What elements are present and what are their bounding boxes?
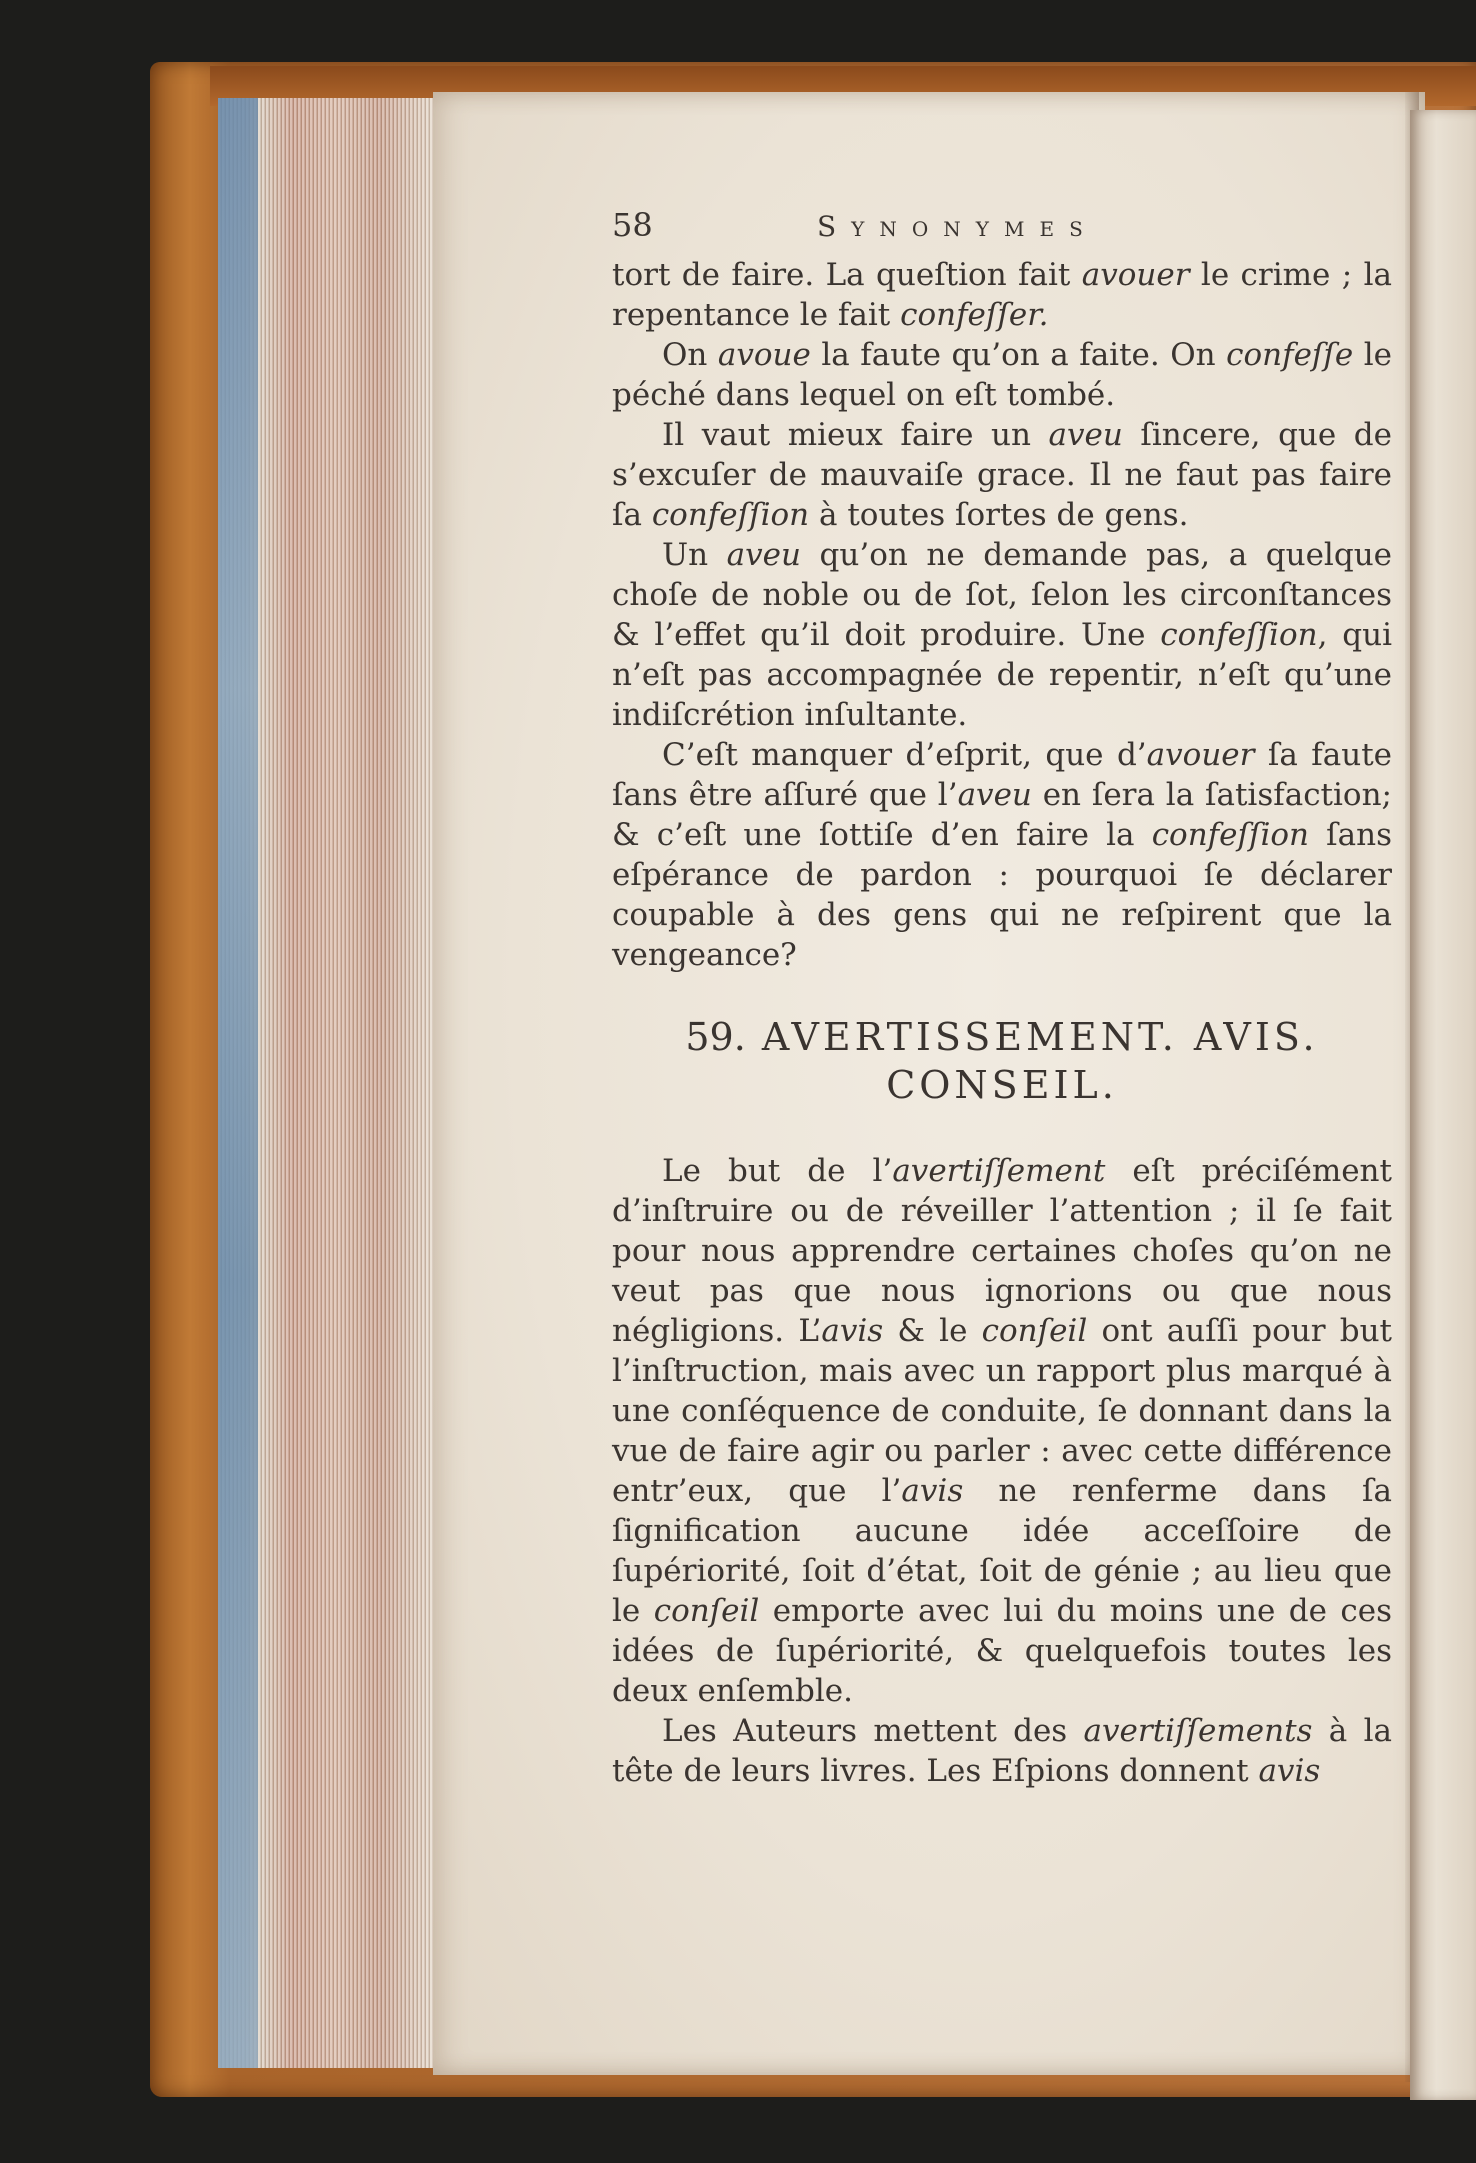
italic-term: confeſſer. bbox=[900, 297, 1049, 333]
text-run: tort de faire. La queſtion fait bbox=[612, 257, 1082, 293]
italic-term: aveu bbox=[957, 777, 1032, 813]
paragraph bbox=[612, 1151, 1392, 1711]
italic-term: avis bbox=[901, 1473, 964, 1509]
italic-term: avis bbox=[821, 1313, 884, 1349]
paragraph bbox=[612, 335, 1392, 415]
italic-term: avouer bbox=[1146, 737, 1255, 773]
section-heading bbox=[612, 1013, 1392, 1109]
paragraph bbox=[612, 1711, 1392, 1791]
text-run: ſincere, que de s’excuſer de mauvaiſe grace. Il ne faut pas faire ſa bbox=[612, 417, 1392, 533]
text-run: qu’on ne demande pas, a quelque choſe de noble ou de ſot, ſelon les circonſtances & l’effet qu’il doit produire. Une bbox=[612, 537, 1393, 653]
paragraph bbox=[612, 535, 1392, 735]
italic-term: confeſſion bbox=[1151, 817, 1309, 853]
italic-term: aveu bbox=[1048, 417, 1123, 453]
text-run: On bbox=[662, 337, 718, 373]
text-run: Le but de l’ bbox=[662, 1153, 893, 1189]
italic-term: avertiſſements bbox=[1083, 1713, 1313, 1749]
text-run: la faute qu’on a faite. On bbox=[810, 337, 1227, 373]
running-title: Synonymes bbox=[817, 210, 1098, 243]
text-run: C’eſt manquer d’eſprit, que d’ bbox=[662, 737, 1147, 773]
page-header bbox=[612, 205, 1392, 255]
text-run: emporte avec lui du moins une de ces idées de ſupériorité, & quelquefois toutes les deux enſemble. bbox=[612, 1593, 1392, 1709]
italic-term: confeſſion bbox=[651, 497, 810, 533]
italic-term: confeſſion bbox=[1160, 617, 1318, 653]
section-number: 59. bbox=[685, 1015, 746, 1059]
text-run: Un bbox=[662, 537, 727, 573]
text-run: le péché dans lequel on eſt tombé. bbox=[612, 337, 1392, 413]
text-run: ont auſſi pour but l’inſtruction, mais avec un rapport plus marqué à une conſéquence de conduite, ſe donnant dans la vue de faire agir ou parler : avec cette différence entr’eux, que l’ bbox=[612, 1313, 1393, 1509]
page-fore-edges bbox=[218, 98, 433, 2068]
italic-term: aveu bbox=[726, 537, 801, 573]
page-text bbox=[612, 205, 1392, 1791]
italic-term: confeſſe bbox=[1226, 337, 1354, 373]
italic-term: avertiſſement bbox=[892, 1153, 1106, 1189]
paragraph bbox=[612, 415, 1392, 535]
text-run: , qui n’eſt pas accompagnée de repentir, n’eſt qu’une indiſcrétion inſultante. bbox=[612, 617, 1392, 733]
italic-term: avoue bbox=[717, 337, 811, 373]
section-title-line1: AVERTISSEMENT. AVIS. bbox=[761, 1015, 1319, 1059]
bottom-paragraphs bbox=[612, 1151, 1392, 1791]
italic-term: avouer bbox=[1081, 257, 1190, 293]
right-page-sliver bbox=[1410, 110, 1476, 2100]
section-heading-line1 bbox=[612, 1013, 1392, 1061]
text-run: à la tête de leurs livres. Les Eſpions donnent bbox=[612, 1713, 1392, 1789]
paragraph bbox=[612, 735, 1392, 975]
italic-term: avis bbox=[1258, 1753, 1321, 1789]
paragraph bbox=[612, 255, 1392, 335]
text-run: en ſera la ſatisfaction; & c’eſt une ſottiſe d’en faire la bbox=[612, 777, 1393, 853]
text-run: à toutes ſortes de gens. bbox=[809, 497, 1189, 533]
text-run: & le bbox=[883, 1313, 982, 1349]
italic-term: conſeil bbox=[981, 1313, 1088, 1349]
section-title-line2: CONSEIL. bbox=[886, 1063, 1118, 1107]
italic-term: conſeil bbox=[653, 1593, 760, 1629]
text-run: le crime ; la repentance le fait bbox=[612, 257, 1392, 333]
top-paragraphs bbox=[612, 255, 1392, 975]
text-run: Il vaut mieux faire un bbox=[662, 417, 1049, 453]
text-run: eſt préciſément d’inſtruire ou de réveiller l’attention ; il ſe fait pour nous apprendre certaines choſes qu’on ne veut pas que nous ignorions ou que nous négligions. L’ bbox=[612, 1153, 1392, 1349]
text-run: ſans eſpérance de pardon : pourquoi ſe déclarer coupable à des gens qui ne reſpirent que la vengeance? bbox=[612, 817, 1392, 973]
text-run: Les Auteurs mettent des bbox=[662, 1713, 1084, 1749]
text-run: ſa faute ſans être aſſuré que l’ bbox=[612, 737, 1392, 813]
page-number: 58 bbox=[612, 206, 653, 244]
marbled-edge bbox=[218, 98, 258, 2068]
text-run: ne renferme dans ſa ſignification aucune idée acceſſoire de ſupériorité, ſoit d’état, ſoit de génie ; au lieu que le bbox=[612, 1473, 1392, 1629]
